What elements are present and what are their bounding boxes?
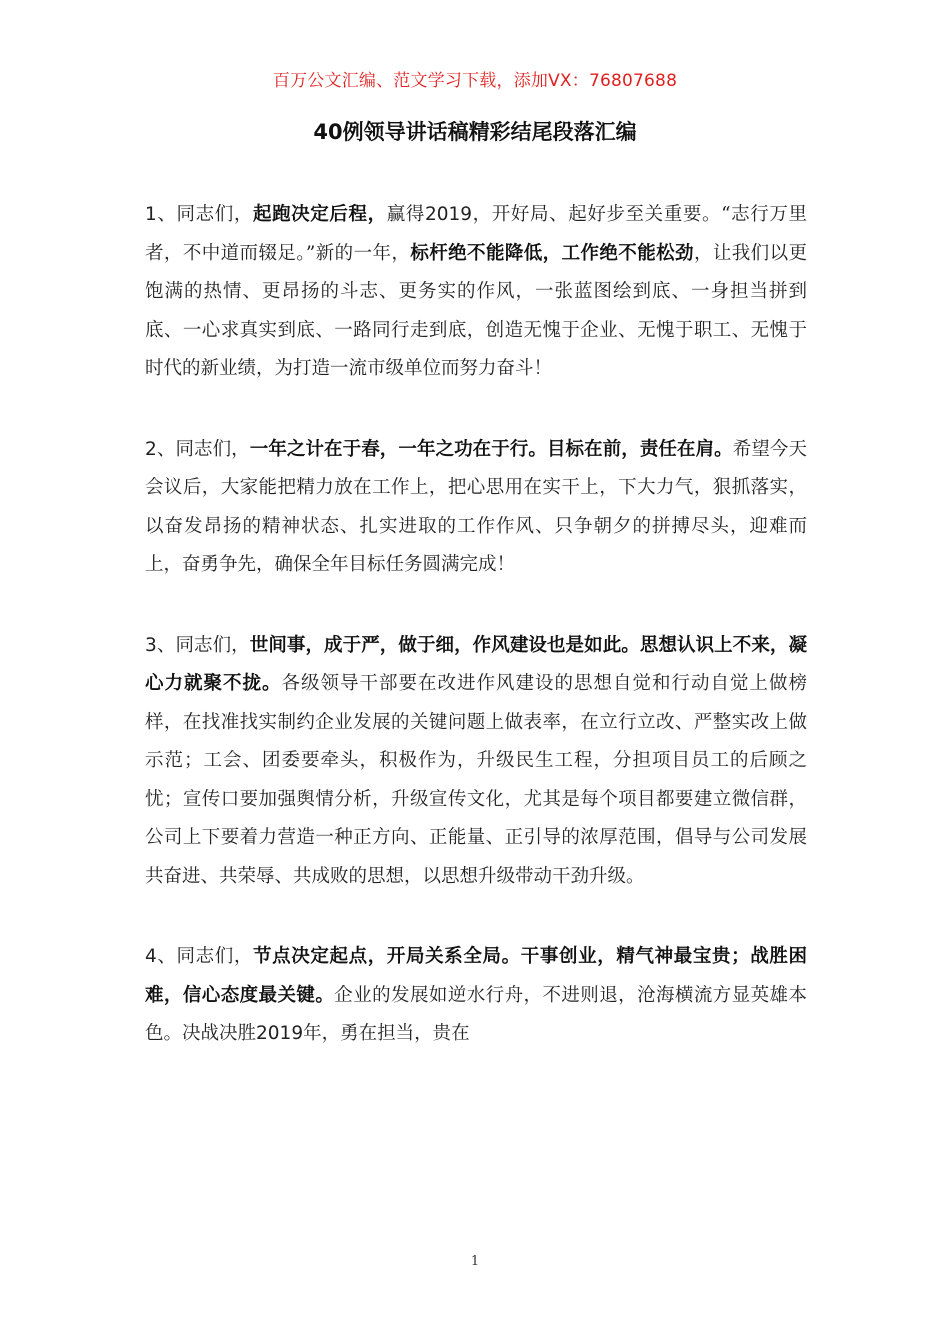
paragraph-number: 3、 xyxy=(145,634,176,656)
paragraph-number: 2、 xyxy=(145,438,176,460)
emphasis-text: 世间事，成于严，做于细，作风建设也是如此。思想认识上不来，凝心力就聚不拢。 xyxy=(145,634,807,694)
paragraph-1 xyxy=(145,196,807,389)
document-title: 40例领导讲话稿精彩结尾段落汇编 xyxy=(313,120,637,144)
paragraph-4 xyxy=(145,938,807,1054)
text-segment: 同志们， xyxy=(176,946,254,967)
text-segment: ，开好局、起好步至关重要。“志行万里者，不中道而辍足。”新的一年， xyxy=(145,204,807,264)
paragraph-3 xyxy=(145,627,807,897)
year-number: 2019 xyxy=(424,204,473,225)
text-segment: 同志们， xyxy=(176,204,253,225)
text-segment: 年，勇在担当，贵在 xyxy=(303,1023,470,1044)
text-segment: 同志们， xyxy=(175,634,250,656)
paragraph-number: 1、 xyxy=(145,204,177,225)
emphasis-text: 节点决定起点，开局关系全局。干事创业，精气神最宝贵；战胜困难，信心态度最关键。 xyxy=(145,946,807,1006)
text-segment: 各级领导干部要在改进作风建设的思想自觉和行动自觉上做榜样，在找准找实制约企业发展的关键问题上做表率，在立行立改、严整实改上做示范；工会、团委要牵头，积极作为，升级民生工程，分担项目员工的后顾之忧；宣传口要加强舆情分析，升级宣传文化，尤其是每个项目都要建立微信群，公司上下要着力营造一种正方向、正能量、正引导的浓厚范围，倡导与公司发展共奋进、共荣辱、共成败的思想，以思想升级带动干劲升级。 xyxy=(145,673,807,887)
emphasis-text: 标杆绝不能降低，工作绝不能松劲 xyxy=(410,242,694,264)
document-body xyxy=(145,196,807,1096)
text-segment: 赢得 xyxy=(386,204,425,225)
emphasis-text: 起跑决定后程， xyxy=(252,204,387,225)
paragraph-number: 4、 xyxy=(145,946,177,967)
paragraph-2 xyxy=(145,431,807,585)
text-segment: ，让我们以更饱满的热情、更昂扬的斗志、更务实的作风，一张蓝图绘到底、一身担当拼到底、一心求真实到底、一路同行走到底，创造无愧于企业、无愧于职工、无愧于时代的新业绩，为打造一流市级单位而努力奋斗！ xyxy=(145,242,807,379)
page-number: 1 xyxy=(470,1254,480,1269)
text-segment: 企业的发展如逆水行舟，不进则退，沧海横流方显英雄本色。决战决胜 xyxy=(145,984,807,1044)
text-segment: 同志们， xyxy=(175,438,250,460)
emphasis-text: 一年之计在于春，一年之功在于行。目标在前，责任在肩。 xyxy=(249,438,733,460)
text-segment: 希望今天会议后，大家能把精力放在工作上，把心思用在实干上，下大力气，狠抓落实，以奋发昂扬的精神状态、扎实进取的工作作风、只争朝夕的拼搏尽头，迎难而上，奋勇争先，确保全年目标任务圆满完成！ xyxy=(145,438,807,575)
year-number: 2019 xyxy=(256,1023,304,1044)
watermark-banner: 百万公文汇编、范文学习下载，添加VX：76807688 xyxy=(272,71,678,91)
